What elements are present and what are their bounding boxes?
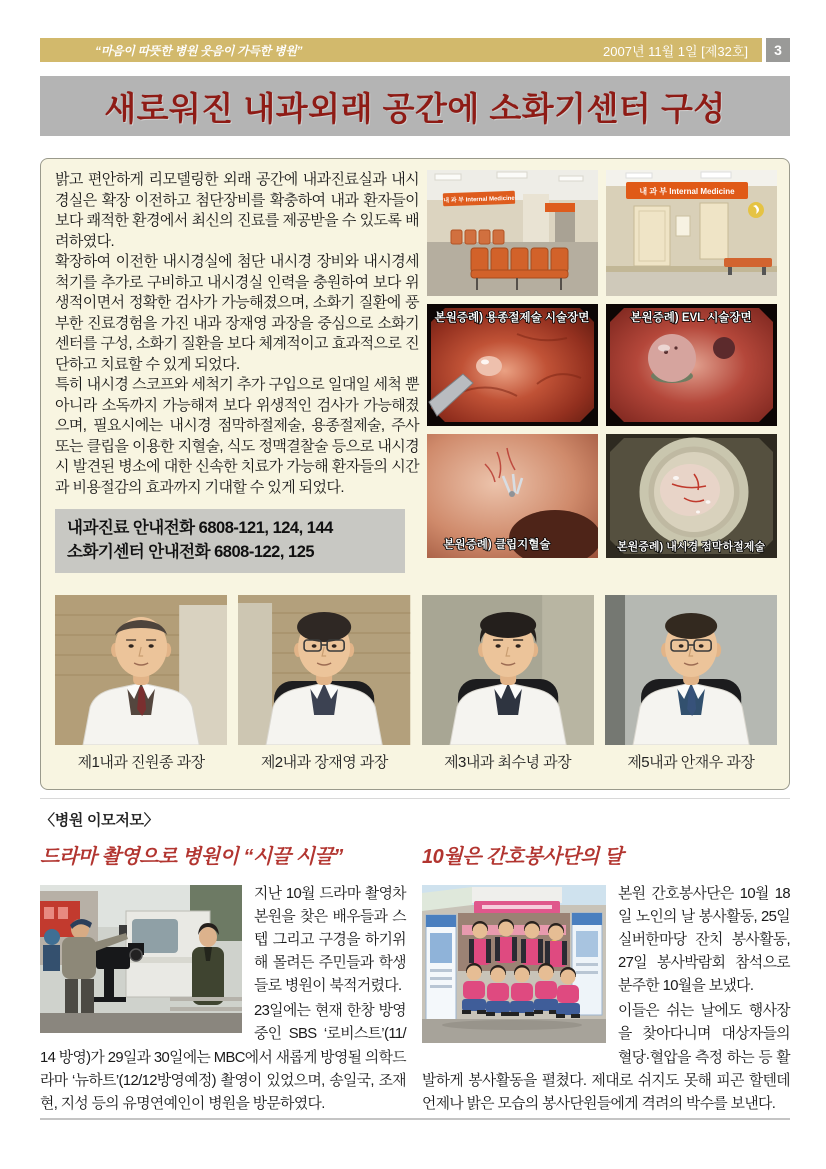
news-body-text: 23일에는 현재 한창 방영중인 SBS ‘로비스트’(11/ 14 방영)가 29일과 30일에는 MBC에서 새롭게 방영될 의학드라마 ‘뉴하트’(12/12방영예정) 촬영이 있었으며, 송일국, 조재현, 지성 등의 유명연예인이 병원을 방문하였다. xyxy=(40,1003,406,1112)
doctor-portrait-3 xyxy=(422,595,594,745)
endoscopy-clip-photo xyxy=(427,434,598,558)
news-headline: 드라마 촬영으로 병원이 “시끌 시끌” xyxy=(40,846,343,868)
hallway-photo xyxy=(606,170,777,296)
endo-caption: 본원증례) 용종절제술 시술장면 xyxy=(434,312,590,324)
news-article-drama xyxy=(40,834,422,1118)
article-text-column xyxy=(55,170,419,620)
page-number: 3 xyxy=(766,38,790,62)
photo-grid xyxy=(427,170,777,558)
doctor-portrait-2 xyxy=(238,595,410,745)
main-article-box xyxy=(40,158,790,790)
endoscopy-evl-photo xyxy=(606,304,777,426)
waiting-room-photo xyxy=(427,170,598,296)
news-body-text: 이들은 쉬는 날에도 행사장을 찾아다니며 대상자들의 혈당·혈압을 측정 하는 등 활발하게 봉사활동을 펼쳤다. 제대로 쉬지도 못해 피곤 할텐데 언제나 밝은 모습의 봉사단원들에게 격려의 박수를 보낸다. xyxy=(422,1003,790,1112)
banner-stand-left xyxy=(426,915,456,1021)
bottom-divider xyxy=(40,1118,790,1120)
topbar xyxy=(40,38,762,62)
doctor-portrait-1 xyxy=(55,595,227,745)
news-section xyxy=(40,798,790,1118)
dept-sign-text: 내 과 부 Internal Medicine xyxy=(443,195,515,205)
doctors-row xyxy=(55,595,777,772)
varix xyxy=(713,337,735,359)
doctor-card xyxy=(55,595,227,772)
article-paragraph: 특히 내시경 스코프와 세척기 추가 구입으로 일대일 세척 뿐 아니라 소독까지 가능해져 보다 위생적인 검사가 가능해졌으며, 필요시에는 내시경 점막하절제술, 용종절제술, 주사 또는 클립을 이용한 지혈술, 식도 정맥결찰술 등으로 내시경시 발견된 병소에 대한 신속한 치료가 가능해 환자들의 시간과 비용절감의 효과까지 기대할 수 있게 되었다. xyxy=(55,376,419,496)
article-paragraph: 확장하여 이전한 내시경실에 첨단 내시경 장비와 내시경세척기를 추가로 구비하고 내시경실 인력을 충원하여 보다 위생적이면서 정확한 검사가 가능해졌으며, 소화기 질환에 풍부한 진료경험을 가진 내과 장재영 과장을 중심으로 소화기 센터를 구성, 소화기 질환을 보다 체계적이고 효과적으로 진단하고 치료할 수 있게 되었다. xyxy=(55,253,419,373)
doctor-caption: 제5내과 안재우 과장 xyxy=(627,754,755,771)
endoscopy-emr-photo xyxy=(606,434,777,558)
doctor-portrait-4 xyxy=(605,595,777,745)
small-sign xyxy=(545,203,575,212)
title-banner xyxy=(40,76,790,136)
endo-caption: 본원증례) 클립지혈술 xyxy=(443,539,551,551)
news-headline: 10월은 간호봉사단의 달 xyxy=(422,846,623,868)
dept-sign-text: 내 과 부 Internal Medicine xyxy=(639,187,735,196)
doctor-caption: 제2내과 장재영 과장 xyxy=(260,754,388,771)
resected-tissue xyxy=(660,464,720,516)
dept-sign-left xyxy=(443,191,516,207)
chairs-front-row xyxy=(471,248,568,278)
doctor-card xyxy=(422,595,594,772)
phone-line-internal: 내과진료 안내전화 6808-121, 124, 144 xyxy=(67,519,333,537)
doctor-caption: 제3내과 최수녕 과장 xyxy=(444,754,572,771)
beanie-crew-member xyxy=(43,929,60,971)
news-body-text: 지난 10월 드라마 촬영차 본원을 찾은 배우들과 스텝 그리고 구경을 하기위해 몰려든 주민들과 학생들로 병원이 북적거렸다. xyxy=(254,886,406,995)
article-paragraph: 밝고 편안하게 리모델링한 외래 공간에 내과진료실과 내시경실은 확장 이전하고 첨단장비를 확충하여 내과 환자들이 보다 쾌적한 환경에서 최신의 진료를 제공받을 수 있도록 배려하였다. xyxy=(55,171,419,250)
endo-caption: 본원증례) EVL 시술장면 xyxy=(630,312,752,324)
phone-info-box xyxy=(55,509,405,573)
door xyxy=(700,203,728,259)
volunteer-group-photo xyxy=(422,885,606,1043)
dept-sign-right xyxy=(626,182,748,199)
hospital-logo xyxy=(748,202,764,218)
page-title: 새로워진 내과외래 공간에 소화기센터 구성 xyxy=(104,89,726,127)
endo-caption: 본원증례) 내시경 점막하절제술 xyxy=(617,541,765,553)
doctor-card xyxy=(238,595,410,772)
phone-line-gi-center: 소화기센터 안내전화 6808-122, 125 xyxy=(67,542,315,561)
doctor-caption: 제1내과 진원종 과장 xyxy=(77,754,205,771)
news-body-text: 본원 간호봉사단은 10월 18일 노인의 날 봉사활동, 25일 실버한마당 잔치 봉사활동, 27일 봉사박람회 참석으로 분주한 10월을 보냈다. xyxy=(618,886,790,995)
volunteers-kneeling xyxy=(462,963,580,1018)
news-section-title: 〈병원 이모저모〉 xyxy=(40,812,159,829)
banded-varix xyxy=(648,334,696,382)
endoscopy-polypectomy-photo xyxy=(427,304,598,426)
news-article-volunteer xyxy=(422,834,790,1118)
doctor-card xyxy=(605,595,777,772)
issue-date: 2007년 11월 1일 [제32호] xyxy=(603,43,748,59)
polyp xyxy=(476,356,502,376)
motto-text: “마음이 따뜻한 병원 웃음이 가득한 병원” xyxy=(95,43,303,58)
drama-filming-photo xyxy=(40,885,242,1033)
